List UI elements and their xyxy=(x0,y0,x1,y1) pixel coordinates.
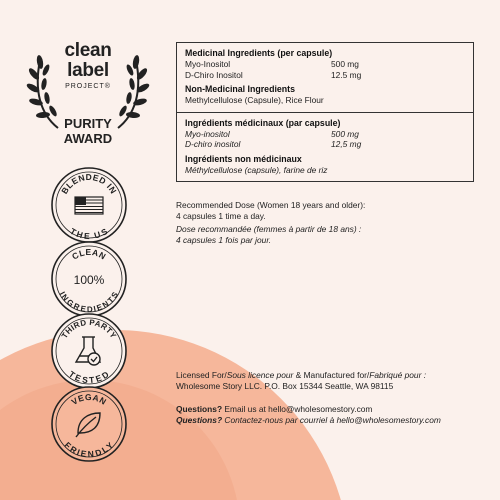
slash: / xyxy=(366,370,370,380)
dose-text-en: 4 capsules 1 time a day. xyxy=(176,210,266,221)
ingredient-row xyxy=(185,129,463,140)
clean-ingredients-icon xyxy=(50,240,128,318)
ingredient-amount: 500 mg xyxy=(331,59,359,69)
ingredient-name: Myo-inositol xyxy=(185,128,230,139)
dose-label-en: Recommended Dose (Women 18 years and older): xyxy=(176,200,366,210)
svg-text:INGREDIENTS: INGREDIENTS xyxy=(57,290,121,315)
flask-icon xyxy=(50,312,128,390)
manufacturer-address: Wholesome Story LLC. P.O. Box 15344 Seattle, WA 98115 xyxy=(176,380,394,391)
medicinal-ingredients-heading: Medicinal Ingredients (per capsule) xyxy=(185,48,333,58)
questions-text-en[interactable]: Email us at hello@wholesomestory.com xyxy=(222,404,373,414)
purity-award-title xyxy=(22,116,154,146)
ingredient-amount: 12,5 mg xyxy=(331,139,362,149)
svg-text:THIRD PARTY: THIRD PARTY xyxy=(59,317,119,341)
clean-ingredients-badge xyxy=(50,240,128,318)
svg-text:VEGAN: VEGAN xyxy=(69,391,109,407)
ingredient-name: Myo-Inositol xyxy=(185,59,231,69)
ingredient-row xyxy=(185,59,463,70)
award-logo-line2: label xyxy=(67,60,109,81)
award-logo-line1: clean xyxy=(64,40,112,61)
leaf-icon xyxy=(50,385,128,463)
ingredient-name: D-Chiro Inositol xyxy=(185,69,243,80)
ingredient-row xyxy=(185,70,463,81)
license-info xyxy=(176,370,476,391)
english-ingredients-section xyxy=(177,43,473,112)
vegan-friendly-badge xyxy=(50,385,128,463)
ingredient-row xyxy=(185,139,463,150)
non-medicinal-ingredients: Methylcellulose (Capsule), Rice Flour xyxy=(185,95,324,105)
questions-label-en: Questions? xyxy=(176,404,223,414)
non-medicinal-ingredients-heading: Non-Medicinal Ingredients xyxy=(185,84,295,94)
questions-en xyxy=(176,404,476,415)
svg-text:CLEAN: CLEAN xyxy=(70,246,108,262)
ingredient-name: D-chiro inositol xyxy=(185,139,241,149)
ingredients-medicinaux-heading: Ingrédients médicinaux (par capsule) xyxy=(185,117,341,128)
dose-label-fr: Dose recommandée (femmes à partir de 18 ans) : xyxy=(176,224,362,234)
french-ingredients-section xyxy=(177,112,473,182)
fabrique-pour: Fabriqué pour : xyxy=(369,370,427,380)
sous-licence-pour: Sous licence pour xyxy=(226,370,294,380)
contact-questions xyxy=(176,404,476,425)
svg-text:THE US: THE US xyxy=(68,225,110,242)
award-text: AWARD xyxy=(63,131,113,146)
ingredient-amount: 12.5 mg xyxy=(331,69,362,80)
svg-text:BLENDED IN: BLENDED IN xyxy=(59,171,119,196)
blended-in-us-badge xyxy=(50,166,128,244)
usa-flag-icon xyxy=(50,166,128,244)
ingredients-non-medicinaux-heading: Ingrédients non médicinaux xyxy=(185,153,302,164)
recommended-dose xyxy=(176,200,476,245)
license-line xyxy=(176,370,476,381)
ingredients-non-medicinaux: Méthylcellulose (capsule), farine de riz xyxy=(185,164,328,175)
slash: / xyxy=(224,370,227,380)
ingredient-amount: 500 mg xyxy=(331,128,359,139)
ingredients-panel xyxy=(176,42,474,182)
dose-text-fr: 4 capsules 1 fois par jour. xyxy=(176,234,272,245)
svg-text:FRIENDLY: FRIENDLY xyxy=(62,439,116,460)
purity-text: PURITY xyxy=(64,116,112,131)
manufactured-for: Manufactured for xyxy=(303,370,367,380)
third-party-tested-badge xyxy=(50,312,128,390)
award-logo-line3: PROJECT® xyxy=(65,83,111,90)
svg-text:TESTED: TESTED xyxy=(66,368,111,386)
questions-text-fr[interactable]: Contactez-nous par courriel à hello@wholesomestory.com xyxy=(222,414,441,425)
questions-label-fr: Questions? xyxy=(176,414,223,425)
questions-fr xyxy=(176,415,476,426)
ampersand: & xyxy=(293,370,304,380)
svg-text:100%: 100% xyxy=(73,273,105,287)
licensed-for: Licensed For xyxy=(176,370,225,380)
